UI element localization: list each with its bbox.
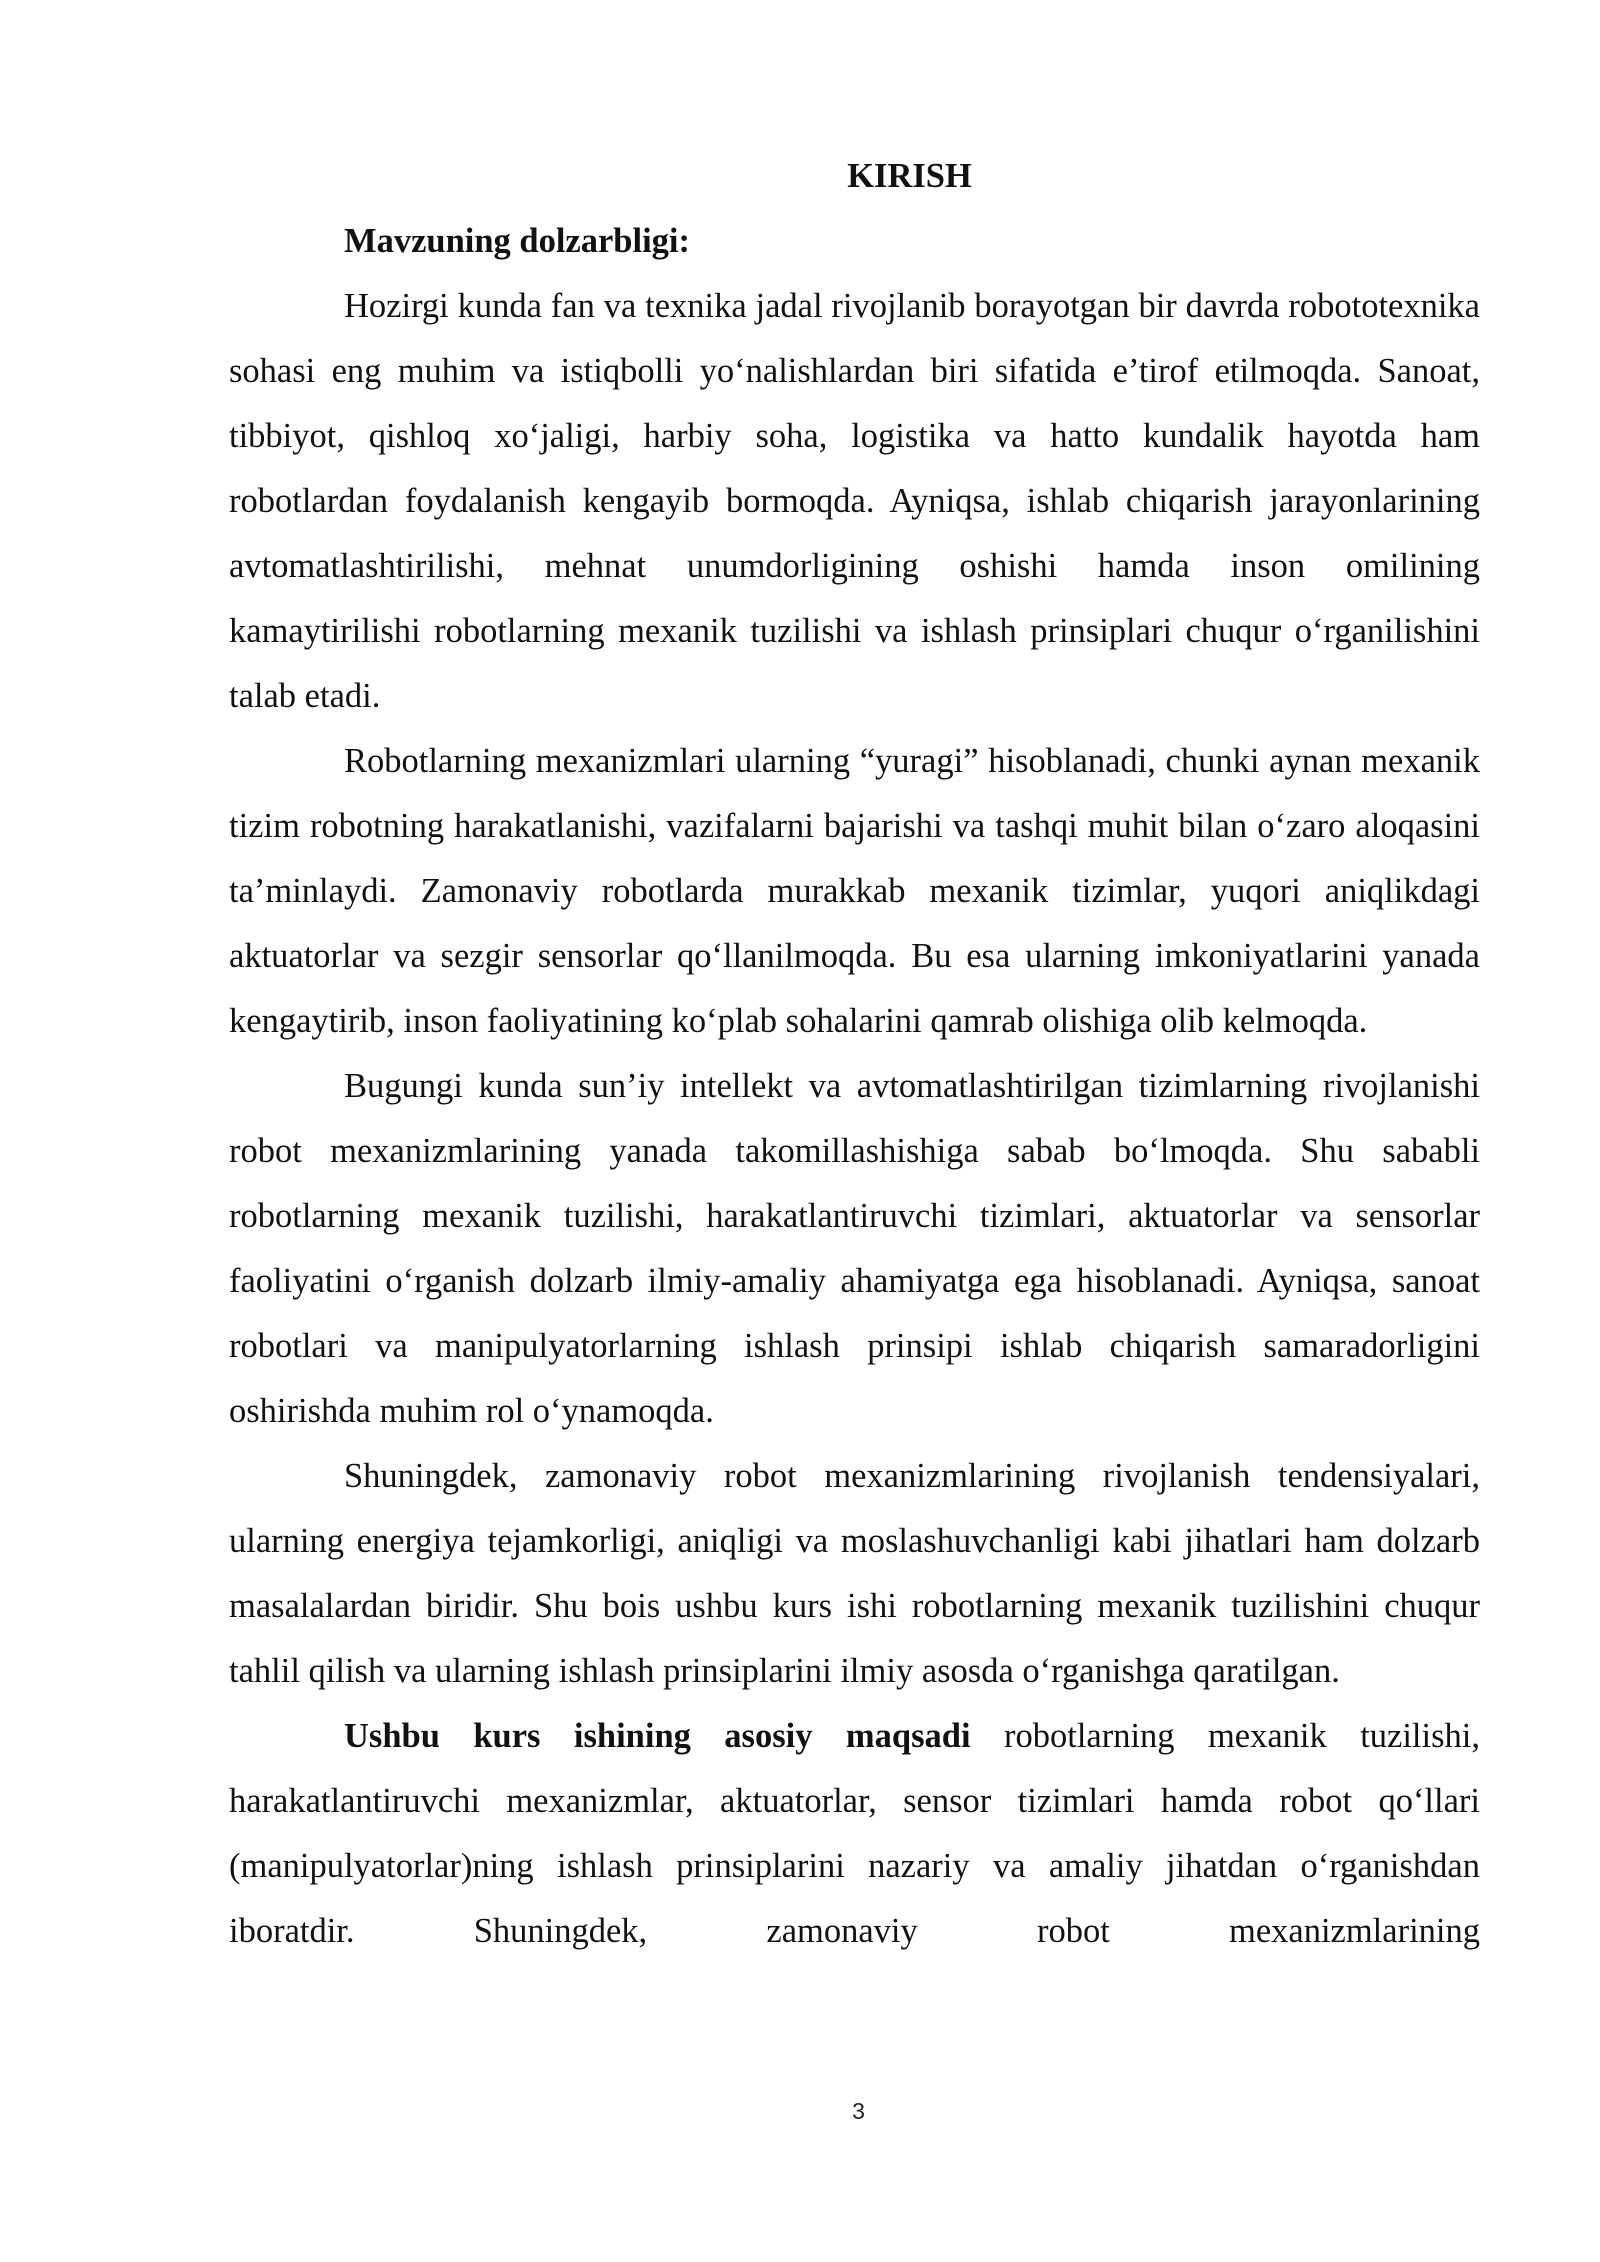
- paragraph: Hozirgi kunda fan va texnika jadal rivojlanib borayotgan bir davrda robototexnika sohasi eng muhim va istiqbolli yo‘nalishlardan biri sifatida e’tirof etilmoqda. Sanoat, tibbiyot, qishloq xo‘jaligi, harbiy soha, logistika va hatto kundalik hayotda ham robotlardan foydalanish kengayib bormoqda. Ayniqsa, ishlab chiqarish jarayonlarining avtomatlashtirilishi, mehnat unumdorligining oshishi hamda inson omilining kamaytirilishi robotlarning mexanik tuzilishi va ishlash prinsiplari chuqur o‘rganilishini talab etadi.: [229, 287, 1480, 715]
- goal-text: robotlarning mexanik tuzilishi, harakatlantiruvchi mexanizmlar, aktuatorlar, sensor tizimlari hamda robot qo‘llari (manipulyatorlar)ning ishlash prinsiplarini nazariy va amaliy jihatdan o‘rganishdan iboratdir. Shuningdek, zamonaviy robot mexanizmlarining: [229, 1717, 1480, 1950]
- paragraph: Bugungi kunda sun’iy intellekt va avtomatlashtirilgan tizimlarning rivojlanishi robot mexanizmlarining yanada takomillashishiga sabab bo‘lmoqda. Shu sababli robotlarning mexanik tuzilishi, harakatlantiruvchi tizimlari, aktuatorlar va sensorlar faoliyatini o‘rganish dolzarb ilmiy-amaliy ahamiyatga ega hisoblanadi. Ayniqsa, sanoat robotlari va manipulyatorlarning ishlash prinsipi ishlab chiqarish samaradorligini oshirishda muhim rol o‘ynamoqda.: [229, 1067, 1480, 1430]
- goal-paragraph: [229, 1704, 1480, 1964]
- section-subtitle: Mavzuning dolzarbligi:: [344, 222, 690, 260]
- section-title: KIRISH: [847, 157, 972, 195]
- page-number: 3: [852, 2098, 865, 2124]
- paragraph: Robotlarning mexanizmlari ularning “yuragi” hisoblanadi, chunki aynan mexanik tizim robotning harakatlanishi, vazifalarni bajarishi va tashqi muhit bilan o‘zaro aloqasini ta’minlaydi. Zamonaviy robotlarda murakkab mexanik tizimlar, yuqori aniqlikdagi aktuatorlar va sezgir sensorlar qo‘llanilmoqda. Bu esa ularning imkoniyatlarini yanada kengaytirib, inson faoliyatining ko‘plab sohalarini qamrab olishiga olib kelmoqda.: [229, 742, 1480, 1040]
- goal-lead: Ushbu kurs ishining asosiy maqsadi: [344, 1717, 971, 1755]
- paragraph: Shuningdek, zamonaviy robot mexanizmlarining rivojlanish tendensiyalari, ularning energiya tejamkorligi, aniqligi va moslashuvchanligi kabi jihatlari ham dolzarb masalalardan biridir. Shu bois ushbu kurs ishi robotlarning mexanik tuzilishini chuqur tahlil qilish va ularning ishlash prinsiplarini ilmiy asosda o‘rganishga qaratilgan.: [229, 1457, 1480, 1690]
- page-content: [229, 144, 1480, 1964]
